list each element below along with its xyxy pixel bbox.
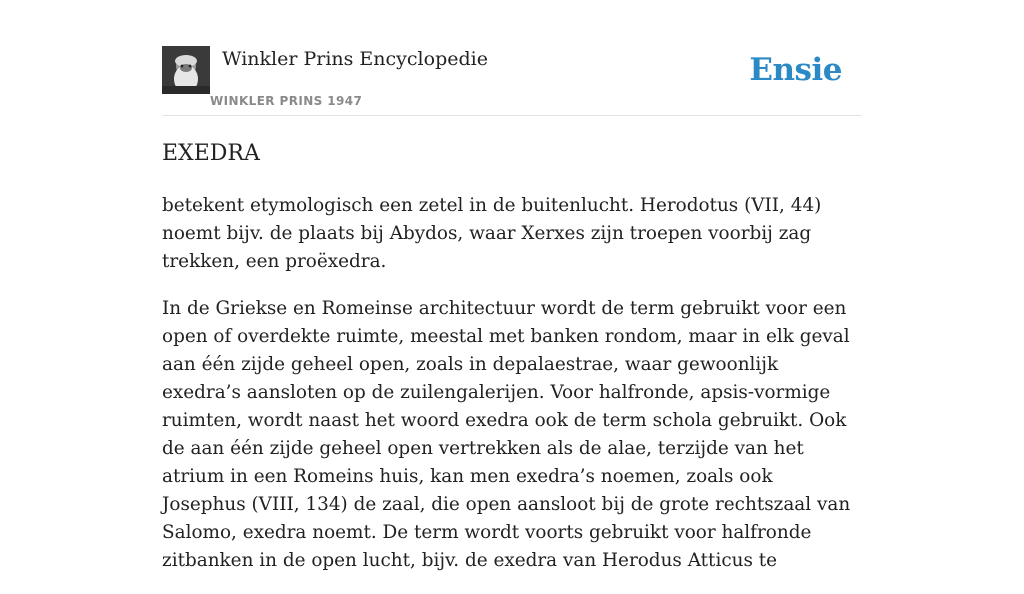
ensie-logo[interactable]: Ensie [749, 52, 842, 88]
paragraph: In de Griekse en Romeinse architectuur wordt de term gebruikt voor een open of overdekte ruimte, meestal met banken rondom, maar in elk geval aan één zijde geheel open, zoals in depalaestrae, waar gewoonlijk exedra’s aansloten op de zuilengalerijen. Voor halfronde, apsis-vormige ruimten, wordt naast het woord exedra ook de term schola gebruikt. Ook de aan één zijde geheel open vertrekken als de alae, terzijde van het atrium in een Romeins huis, kan men exedra’s noemen, zoals ook Josephus (VIII, 134) de zaal, die open aansloot bij de grote rechtszaal van Salomo, exedra noemt. De term wordt voorts gebruikt voor halfronde zitbanken in de open lucht, bijv. de exedra van Herodus Atticus te [162, 298, 851, 571]
publication-header [162, 46, 862, 116]
article-body [162, 192, 862, 594]
bearded-man-portrait-icon[interactable] [162, 46, 210, 94]
edition-label[interactable]: WINKLER PRINS 1947 [210, 94, 363, 108]
publication-title[interactable]: Winkler Prins Encyclopedie [222, 48, 488, 70]
entry-title: EXEDRA [162, 141, 260, 166]
paragraph: betekent etymologisch een zetel in de buitenlucht. Herodotus (VII, 44) noemt bijv. de plaats bij Abydos, waar Xerxes zijn troepen voorbij zag trekken, een proëxedra. [162, 195, 822, 272]
